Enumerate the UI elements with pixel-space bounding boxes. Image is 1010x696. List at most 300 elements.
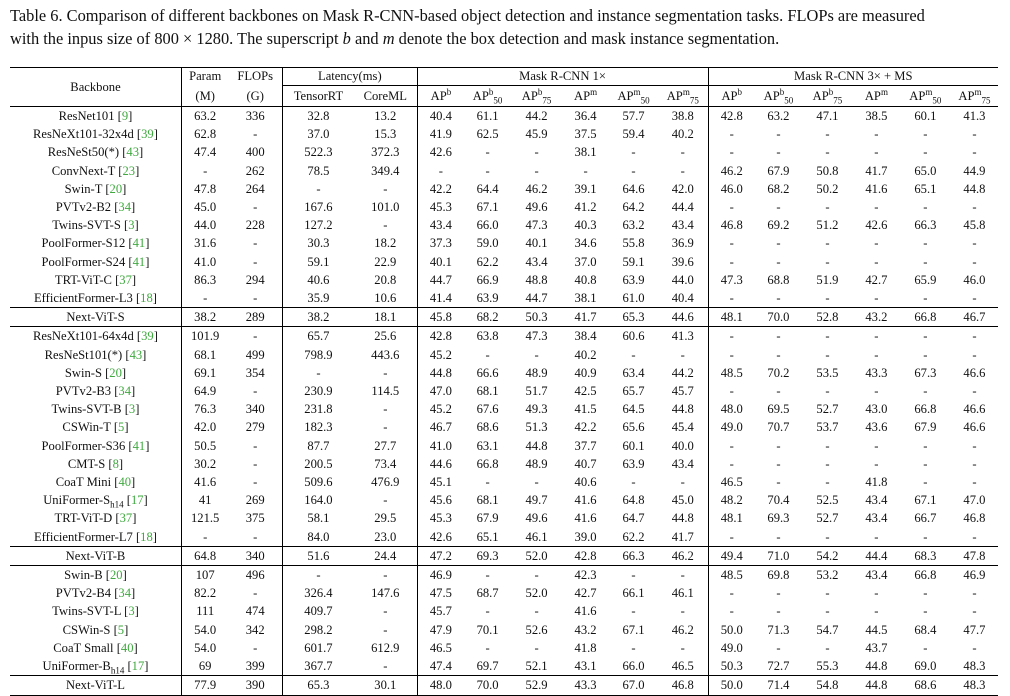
value-cell: 40.1 (525, 236, 548, 251)
citation-link[interactable]: 34 (118, 384, 131, 399)
backbone-label: Next-ViT-L (66, 678, 125, 693)
value-cell: 66.8 (476, 456, 499, 471)
ap-superscript: m (880, 86, 888, 97)
backbone-label: ResNeSt50(*) (47, 145, 120, 160)
value-cell: 43.7 (865, 640, 888, 655)
value-cell: 49.3 (525, 402, 548, 417)
citation-link[interactable]: 3 (128, 604, 135, 619)
value-cell: - (825, 475, 830, 490)
value-cell: 44.2 (525, 109, 548, 123)
citation-link[interactable]: 43 (129, 347, 143, 362)
table-row (10, 289, 998, 308)
value-cell: - (729, 200, 734, 215)
value-cell: 64.7 (622, 511, 645, 526)
value-cell: 40.7 (574, 456, 597, 471)
value-cell: - (658, 346, 708, 364)
value-cell: 65.6 (622, 420, 645, 435)
value-cell: 67.9 (476, 511, 499, 526)
value-cell: 44.8 (963, 181, 986, 196)
citation-link[interactable]: 39 (141, 329, 154, 344)
value-cell: 46.6 (963, 365, 986, 380)
backbone-name: Swin-T [20] (10, 180, 181, 198)
value-cell: 65.7 (622, 384, 645, 399)
value-cell: 39.0 (574, 529, 597, 544)
value-cell: 46.7 (429, 420, 452, 435)
value-cell: 121.5 (191, 511, 220, 526)
value-cell: 69.8 (767, 568, 790, 583)
value-cell: 49.6 (525, 200, 548, 215)
value-cell: - (485, 604, 490, 619)
value-cell: - (631, 145, 636, 160)
value-cell: 42.8 (429, 329, 452, 344)
ap-superscript: b (737, 86, 743, 97)
value-cell: 62.2 (476, 254, 499, 269)
backbone-name: EfficientFormer-L7 [18] (10, 528, 181, 547)
value-cell: 40.2 (658, 125, 708, 143)
citation-link[interactable]: 20 (110, 568, 123, 583)
table-row (10, 162, 998, 180)
value-cell: 46.0 (720, 181, 743, 196)
value-cell: 64.9 (194, 384, 217, 399)
value-cell: 41.8 (574, 640, 597, 655)
citation-link[interactable]: 37 (119, 272, 132, 287)
value-cell: 47.9 (429, 622, 452, 637)
caption-text-b: . The superscript (229, 29, 343, 48)
value-cell: 44.2 (658, 364, 708, 382)
value-cell: 44.5 (865, 622, 888, 637)
value-cell: 66.6 (476, 365, 499, 380)
backbone-label: Next-ViT-S (66, 310, 125, 325)
value-cell: 46.8 (658, 676, 708, 695)
backbone-name: UniFormer-$S_{h14}$ [17] (10, 491, 181, 509)
backbone-name: TRT-ViT-D [37] (10, 509, 181, 527)
value-cell: 44.8 (658, 400, 708, 418)
value-cell: 42.0 (194, 420, 217, 435)
table-row (10, 400, 998, 418)
value-cell: 18.1 (354, 308, 417, 327)
value-cell: 354 (228, 364, 282, 382)
value-cell: 82.2 (194, 586, 217, 601)
value-cell: - (729, 236, 734, 251)
value-cell: 65.1 (914, 181, 937, 196)
value-cell: - (228, 584, 282, 602)
citation-link[interactable]: 17 (131, 659, 145, 674)
value-cell: 38.8 (658, 107, 708, 126)
header-ap-1x-4 (609, 86, 658, 107)
value-cell: - (776, 475, 781, 490)
value-cell: 51.3 (525, 420, 548, 435)
backbone-label: ResNet101 (58, 109, 115, 123)
value-cell: 49.0 (720, 420, 743, 435)
header-ap-1x-3 (562, 86, 609, 107)
ap-superscript: m (682, 86, 690, 97)
value-cell: 45.3 (429, 200, 452, 215)
citation-link[interactable]: 34 (118, 586, 131, 601)
value-cell: - (729, 456, 734, 471)
table-row (10, 180, 998, 198)
ap-base: AP (812, 89, 829, 103)
value-cell: 41.9 (429, 127, 452, 142)
value-cell: 65.7 (307, 329, 330, 344)
value-cell: 70.0 (767, 310, 790, 325)
value-cell: 522.3 (304, 145, 333, 160)
value-cell: 45.8 (963, 218, 986, 233)
citation-link[interactable]: 40 (120, 640, 134, 655)
citation-link[interactable]: 40 (118, 475, 132, 490)
citation-link[interactable]: 17 (130, 493, 144, 508)
value-cell: - (316, 181, 321, 196)
value-cell: 32.8 (307, 109, 330, 123)
value-cell: 66.3 (914, 218, 937, 233)
value-cell: 43.4 (429, 218, 452, 233)
value-cell: 42.8 (574, 548, 597, 563)
value-cell: - (354, 621, 417, 639)
backbone-label: Swin-T (64, 181, 103, 196)
value-cell: - (534, 145, 539, 160)
ap-subscript: 50 (493, 95, 503, 106)
value-cell: - (923, 291, 928, 306)
value-cell: 54.0 (194, 640, 217, 655)
value-cell: 63.2 (194, 109, 217, 123)
value-cell: 66.9 (476, 272, 499, 287)
value-cell: 289 (228, 308, 282, 327)
value-cell: 23.0 (354, 528, 417, 547)
table-row-ours (10, 676, 998, 695)
value-cell: 47.8 (963, 548, 986, 563)
backbone-name: PVTv2-B2 [34] (10, 198, 181, 216)
value-cell: - (972, 529, 977, 544)
value-cell: 68.6 (914, 678, 937, 693)
value-cell: 474 (228, 602, 282, 620)
value-cell: 43.4 (865, 493, 888, 508)
value-cell: 231.8 (304, 402, 333, 417)
table-row (10, 327, 998, 346)
ap-base: AP (617, 89, 634, 103)
value-cell: 42.8 (720, 109, 743, 123)
value-cell: - (354, 418, 417, 436)
value-cell: - (972, 456, 977, 471)
citation-link[interactable]: 18 (140, 529, 153, 544)
value-cell: 37.3 (429, 236, 452, 251)
value-cell: 84.0 (307, 529, 330, 544)
value-cell: - (438, 163, 443, 178)
value-cell: - (729, 127, 734, 142)
citation-link[interactable]: 3 (128, 218, 135, 233)
value-cell: 67.9 (914, 420, 937, 435)
ap-subscript: 75 (981, 95, 991, 106)
backbone-name: Twins-SVT-S [3] (10, 216, 181, 234)
table-row (10, 528, 998, 547)
value-cell: - (631, 163, 636, 178)
value-cell: 69.0 (914, 659, 937, 674)
value-cell: 30.2 (194, 456, 217, 471)
value-cell: 43.0 (865, 402, 888, 417)
value-cell: 43.6 (865, 420, 888, 435)
value-cell: 228 (228, 216, 282, 234)
value-cell: - (729, 145, 734, 160)
header-ap-3x-3 (853, 86, 900, 107)
backbone-name: ConvNext-T [23] (10, 162, 181, 180)
value-cell: 68.1 (476, 493, 499, 508)
value-cell: 68.2 (767, 181, 790, 196)
backbone-name: Swin-S [20] (10, 364, 181, 382)
value-cell: - (485, 640, 490, 655)
value-cell: 45.2 (429, 402, 452, 417)
value-cell: 44.8 (865, 659, 888, 674)
value-cell: - (485, 568, 490, 583)
value-cell: 44.8 (865, 678, 888, 693)
table-row (10, 253, 998, 271)
value-cell: 53.2 (816, 568, 839, 583)
backbone-label: CMT-S (67, 456, 106, 471)
value-cell: - (729, 291, 734, 306)
table-row-ours (10, 308, 998, 327)
backbone-label: PVTv2-B3 (55, 384, 112, 399)
ap-superscript: b (446, 86, 452, 97)
value-cell: 48.3 (963, 659, 986, 674)
ap-base: AP (472, 89, 489, 103)
ap-subscript: 75 (689, 95, 699, 106)
value-cell: 47.0 (963, 493, 986, 508)
value-cell: - (776, 145, 781, 160)
value-cell: 48.5 (720, 365, 743, 380)
value-cell: - (658, 143, 708, 161)
citation-link[interactable]: 8 (112, 456, 119, 471)
value-cell: 69.2 (767, 218, 790, 233)
value-cell: 65.1 (476, 529, 499, 544)
citation-link[interactable]: 34 (118, 200, 131, 215)
value-cell: 264 (228, 180, 282, 198)
value-cell: 30.1 (354, 676, 417, 695)
citation-link[interactable]: 39 (141, 127, 154, 142)
value-cell: 46.2 (720, 163, 743, 178)
ap-superscript: m (974, 86, 982, 97)
citation-link[interactable]: 41 (132, 254, 146, 269)
value-cell: 342 (228, 621, 282, 639)
value-cell: 38.5 (865, 109, 888, 123)
value-cell: 65.9 (914, 272, 937, 287)
ap-base: AP (430, 89, 447, 103)
value-cell: 63.9 (476, 291, 499, 306)
citation-link[interactable]: 3 (128, 402, 136, 417)
header-flops: FLOPs (228, 68, 282, 86)
header-ap-3x-5 (951, 86, 998, 107)
value-cell: 51.9 (816, 272, 839, 287)
value-cell: 43.3 (865, 365, 888, 380)
value-cell: 40.6 (307, 272, 330, 287)
value-cell: 22.9 (354, 253, 417, 271)
value-cell: 48.3 (963, 678, 986, 693)
citation-link[interactable]: 9 (121, 109, 129, 123)
value-cell: 45.9 (525, 127, 548, 142)
value-cell: 38.4 (574, 329, 597, 344)
value-cell: - (825, 200, 830, 215)
value-cell: 496 (228, 566, 282, 585)
table-row (10, 125, 998, 143)
value-cell: - (228, 253, 282, 271)
value-cell: 46.6 (963, 402, 986, 417)
citation-link[interactable]: 37 (119, 511, 133, 526)
value-cell: 44.8 (658, 509, 708, 527)
header-ap-3x-0 (708, 86, 755, 107)
value-cell: - (729, 438, 734, 453)
backbone-name: ResNeSt50(*) [43] (10, 143, 181, 161)
value-cell: 47.2 (429, 548, 452, 563)
value-cell: 65.3 (307, 678, 330, 693)
value-cell: - (825, 604, 830, 619)
value-cell: - (972, 604, 977, 619)
value-cell: - (825, 254, 830, 269)
backbone-name: ResNeSt101(*) [43] (10, 346, 181, 364)
value-cell: 59.4 (622, 127, 645, 142)
header-tensorrt: TensorRT (293, 89, 344, 103)
value-cell: - (972, 384, 977, 399)
backbone-label: CSWin-S (62, 622, 111, 637)
value-cell: - (228, 125, 282, 143)
value-cell: - (534, 640, 539, 655)
value-cell: 48.2 (720, 493, 743, 508)
ap-base: AP (666, 89, 683, 103)
backbone-name: CoaT Mini [40] (10, 473, 181, 491)
value-cell: 67.6 (476, 402, 499, 417)
citation-link[interactable]: 18 (140, 291, 153, 306)
value-cell: 200.5 (304, 456, 333, 471)
value-cell: 68.1 (194, 347, 217, 362)
value-cell: 43.4 (525, 254, 548, 269)
value-cell: 42.7 (574, 586, 597, 601)
ap-superscript: b (488, 86, 494, 97)
value-cell: 30.3 (307, 236, 330, 251)
value-cell: 326.4 (304, 586, 333, 601)
value-cell: 46.0 (963, 272, 986, 287)
value-cell: 42.2 (429, 181, 452, 196)
citation-link[interactable]: 41 (132, 438, 146, 453)
value-cell: 269 (228, 491, 282, 509)
value-cell: - (485, 163, 490, 178)
value-cell: - (203, 291, 208, 306)
citation-link[interactable]: 5 (117, 622, 125, 637)
value-cell: 63.9 (622, 272, 645, 287)
value-cell: 66.8 (914, 568, 937, 583)
backbone-name (10, 308, 181, 327)
value-cell: - (485, 475, 490, 490)
value-cell: 230.9 (304, 384, 333, 399)
backbone-name: CSWin-T [5] (10, 418, 181, 436)
header-ap-1x-5 (658, 86, 708, 107)
value-cell: 67.9 (767, 163, 790, 178)
citation-link[interactable]: 23 (122, 163, 136, 178)
value-cell: - (658, 566, 708, 585)
table-row (10, 509, 998, 527)
citation-link[interactable]: 20 (109, 365, 122, 380)
table-row (10, 234, 998, 252)
header-ap-3x-2 (802, 86, 853, 107)
value-cell: - (729, 529, 734, 544)
value-cell: 18.2 (354, 234, 417, 252)
table-row (10, 491, 998, 509)
value-cell: 41.8 (865, 475, 888, 490)
header-param: Param (189, 69, 222, 84)
value-cell: 42.3 (574, 568, 597, 583)
value-cell: 46.7 (963, 310, 986, 325)
value-cell: - (972, 254, 977, 269)
value-cell: 45.4 (658, 418, 708, 436)
table-row (10, 639, 998, 657)
value-cell: 38.1 (574, 291, 597, 306)
value-cell: 86.3 (194, 272, 217, 287)
value-cell: 40.2 (574, 347, 597, 362)
value-cell: 340 (228, 546, 282, 565)
value-cell: 48.1 (720, 511, 743, 526)
value-cell: 59.1 (622, 254, 645, 269)
table-row (10, 198, 998, 216)
citation-link[interactable]: 5 (118, 420, 125, 435)
value-cell: 67.1 (622, 622, 645, 637)
value-cell: 37.7 (574, 438, 597, 453)
value-cell: 409.7 (304, 604, 333, 619)
value-cell: - (354, 491, 417, 509)
value-cell: - (485, 145, 490, 160)
citation-link[interactable]: 43 (126, 145, 140, 160)
value-cell: 66.1 (622, 586, 645, 601)
citation-link[interactable]: 20 (109, 181, 123, 196)
backbone-name: ResNeXt101-64x4d [39] (10, 327, 181, 346)
value-cell: - (534, 568, 539, 583)
table-row (10, 382, 998, 400)
header-latency: Latency(ms) (282, 68, 417, 86)
value-cell: - (923, 236, 928, 251)
value-cell: 390 (228, 676, 282, 695)
value-cell: 46.2 (658, 546, 708, 565)
value-cell: 71.3 (767, 622, 790, 637)
value-cell: - (776, 291, 781, 306)
value-cell: 43.2 (865, 310, 888, 325)
value-cell: 47.4 (194, 145, 217, 160)
value-cell: 62.2 (622, 529, 645, 544)
value-cell: - (534, 163, 539, 178)
value-cell: 44.6 (658, 308, 708, 327)
value-cell: - (825, 127, 830, 142)
value-cell: 44.4 (658, 198, 708, 216)
table-row (10, 364, 998, 382)
value-cell: 443.6 (354, 346, 417, 364)
value-cell: 340 (228, 400, 282, 418)
backbone-label: Twins-SVT-L (52, 604, 121, 619)
value-cell: 367.7 (304, 659, 333, 674)
value-cell: 44.8 (429, 365, 452, 380)
value-cell: 66.3 (622, 548, 645, 563)
ap-base: AP (721, 89, 738, 103)
table-row (10, 621, 998, 639)
value-cell: 64.4 (476, 181, 499, 196)
value-cell: 66.0 (622, 659, 645, 674)
value-cell: 375 (228, 509, 282, 527)
value-cell: 40.3 (574, 218, 597, 233)
value-cell: 41.7 (865, 163, 888, 178)
value-cell: 63.2 (767, 109, 790, 123)
citation-link[interactable]: 41 (132, 236, 146, 251)
value-cell: 43.1 (574, 659, 597, 674)
value-cell: - (972, 329, 977, 344)
value-cell: - (776, 236, 781, 251)
value-cell: 63.8 (476, 329, 499, 344)
value-cell: 42.7 (865, 272, 888, 287)
value-cell: 70.7 (767, 420, 790, 435)
value-cell: 41.6 (865, 181, 888, 196)
value-cell: - (923, 604, 928, 619)
backbone-name: PoolFormer-S24 [41] (10, 253, 181, 271)
value-cell: 15.3 (354, 125, 417, 143)
